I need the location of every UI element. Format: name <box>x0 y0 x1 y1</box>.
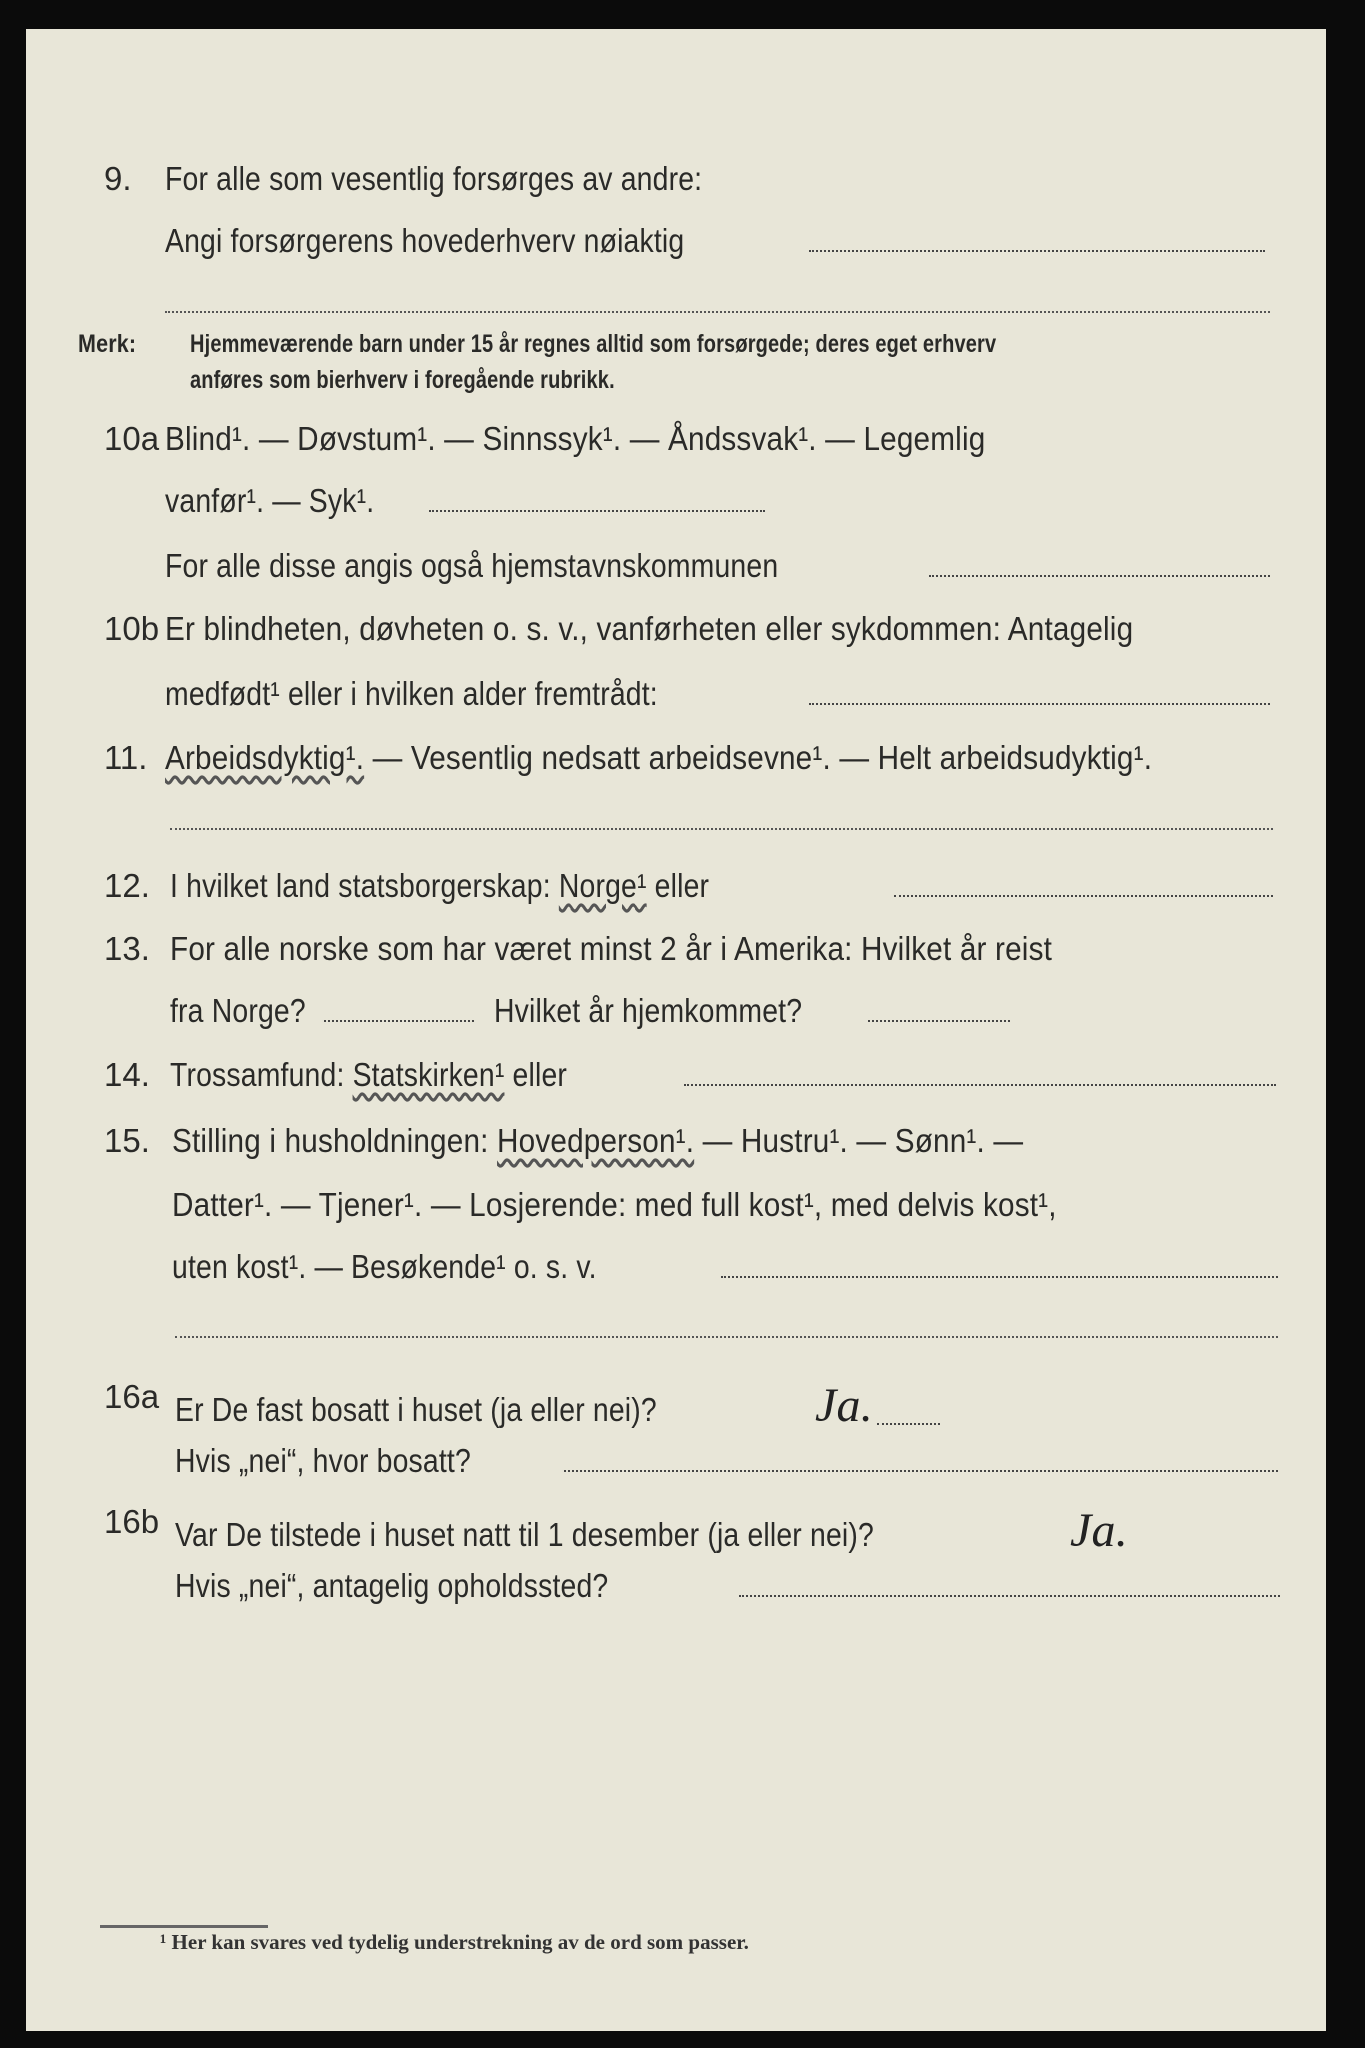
merk-line1: Hjemmeværende barn under 15 år regnes alltid som forsørgede; deres eget erhverv <box>190 330 997 358</box>
merk-line2: anføres som bierhverv i foregående rubrikk. <box>190 366 615 394</box>
q10a-number: 10a <box>104 420 160 457</box>
q14-text: Trossamfund: <box>170 1056 353 1093</box>
q11-underlined-answer: Arbeidsdyktig¹. <box>165 739 365 776</box>
q11-text: — Vesentlig nedsatt arbeidsevne¹. — Helt arbeidsudyktig¹. <box>364 739 1153 776</box>
q12-answer-line[interactable] <box>894 895 1273 897</box>
q11-number: 11. <box>104 739 148 776</box>
q12-text: I hvilket land statsborgerskap: <box>170 867 559 904</box>
q9-number: 9. <box>104 160 132 197</box>
merk-label: Merk: <box>78 330 137 358</box>
q12-underlined-answer: Norge¹ <box>558 867 647 904</box>
q10b-number: 10b <box>104 610 160 647</box>
q13-left-label: fra Norge? <box>170 992 306 1029</box>
q14-answer-line[interactable] <box>684 1084 1276 1086</box>
q13-line1: For alle norske som har været minst 2 år i Amerika: Hvilket år reist <box>170 930 1053 967</box>
q16a-line1: Er De fast bosatt i huset (ja eller nei)? <box>175 1391 657 1428</box>
q10a-hometown-line[interactable] <box>929 575 1270 577</box>
q10b-line1: Er blindheten, døvheten o. s. v., vanførheten eller sykdommen: Antagelig <box>165 610 1134 647</box>
footnote-rule <box>100 1925 268 1928</box>
q15-text: Stilling i husholdningen: <box>172 1122 498 1159</box>
q15-underlined-answer: Hovedperson¹. <box>497 1122 695 1159</box>
q10b-answer-line[interactable] <box>809 703 1270 705</box>
q15-extra-line[interactable] <box>175 1336 1278 1338</box>
footnote: ¹ Her kan svares ved tydelig understrekning av de ord som passer. <box>160 1930 749 1954</box>
q9-line2: Angi forsørgerens hovederhverv nøiaktig <box>165 222 685 259</box>
q10a-line1: Blind¹. — Døvstum¹. — Sinnssyk¹. — Åndssvak¹. — Legemlig <box>165 420 986 457</box>
q15-line2: Datter¹. — Tjener¹. — Losjerende: med full kost¹, med delvis kost¹, <box>172 1186 1057 1223</box>
q9-line1: For alle som vesentlig forsørges av andre: <box>165 160 703 197</box>
q10a-line2: vanfør¹. — Syk¹. <box>165 482 375 519</box>
q16b-location-line[interactable] <box>739 1595 1280 1597</box>
q16a-answer-line[interactable] <box>877 1423 940 1425</box>
q12-or: eller <box>646 867 710 904</box>
q13-right-label: Hvilket år hjemkommet? <box>494 992 803 1029</box>
q15-text-rest: — Hustru¹. — Sønn¹. — <box>694 1122 1024 1159</box>
q14-underlined-answer: Statskirken¹ <box>352 1056 505 1093</box>
q16a-handwritten-answer: Ja. <box>815 1379 873 1432</box>
q13-number: 13. <box>104 930 150 967</box>
q16b-handwritten-answer: Ja. <box>1070 1504 1128 1557</box>
q15-number: 15. <box>104 1122 150 1159</box>
q13-return-line[interactable] <box>868 1020 1010 1022</box>
q16b-number: 16b <box>104 1503 160 1540</box>
q9-extra-line[interactable] <box>165 311 1270 313</box>
q10b-line2: medfødt¹ eller i hvilken alder fremtrådt: <box>165 675 658 712</box>
q12-number: 12. <box>104 867 150 904</box>
q16a-residence-line[interactable] <box>564 1470 1278 1472</box>
q14-or: eller <box>504 1056 568 1093</box>
q16a-line2: Hvis „nei“, hvor bosatt? <box>175 1442 471 1479</box>
q13-departure-line[interactable] <box>324 1020 474 1022</box>
q16a-number: 16a <box>104 1378 160 1415</box>
q15-line3: uten kost¹. — Besøkende¹ o. s. v. <box>172 1248 597 1285</box>
q10a-answer-line[interactable] <box>429 510 765 512</box>
q16b-line1: Var De tilstede i huset natt til 1 desember (ja eller nei)? <box>175 1516 874 1553</box>
q15-answer-line[interactable] <box>721 1276 1278 1278</box>
q11-extra-line[interactable] <box>170 828 1273 830</box>
q14-number: 14. <box>104 1056 150 1093</box>
q16b-line2: Hvis „nei“, antagelig opholdssted? <box>175 1567 609 1604</box>
q9-answer-line[interactable] <box>809 250 1265 252</box>
q10a-line3: For alle disse angis også hjemstavnskommunen <box>165 547 779 584</box>
